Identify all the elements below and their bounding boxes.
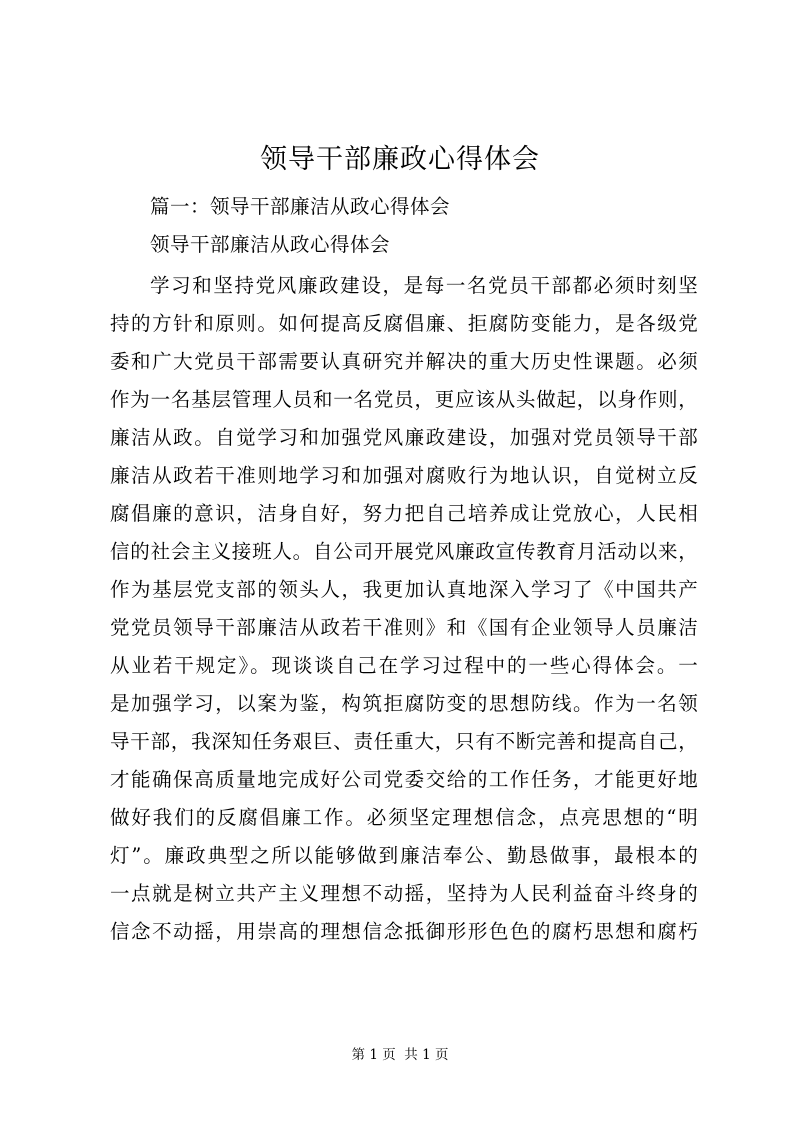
body-line: 廉洁从政若干准则地学习和加强对腐败行为地认识，自觉树立反	[110, 464, 698, 487]
body-line: 导干部，我深知任务艰巨、责任重大，只有不断完善和提高自己，	[110, 730, 698, 753]
body-line: 作为基层党支部的领头人，我更加认真地深入学习了《中国共产	[110, 578, 698, 601]
body-line: 是加强学习，以案为鉴，构筑拒腐防变的思想防线。作为一名领	[110, 692, 698, 715]
body-line: 学习和坚持党风廉政建设，是每一名党员干部都必须时刻坚	[150, 274, 698, 297]
body-paragraph	[110, 267, 698, 951]
body-line: 从业若干规定》。现谈谈自己在学习过程中的一些心得体会。一	[110, 654, 698, 677]
body-line: 一点就是树立共产主义理想不动摇，坚持为人民利益奋斗终身的	[110, 882, 698, 905]
body-line: 信的社会主义接班人。自公司开展党风廉政宣传教育月活动以来，	[110, 540, 698, 563]
body-line: 委和广大党员干部需要认真研究并解决的重大历史性课题。必须	[110, 350, 698, 373]
body-line: 廉洁从政。自觉学习和加强党风廉政建设，加强对党员领导干部	[110, 426, 698, 449]
body-line: 信念不动摇，用崇高的理想信念抵御形形色色的腐朽思想和腐朽	[110, 920, 698, 943]
page-footer: 第 1 页 共 1 页	[351, 1047, 449, 1063]
body-line: 灯”。廉政典型之所以能够做到廉洁奉公、勤恳做事，最根本的	[110, 844, 698, 867]
body-line: 党党员领导干部廉洁从政若干准则》和《国有企业领导人员廉洁	[110, 616, 698, 639]
body-line: 作为一名基层管理人员和一名党员，更应该从头做起，以身作则，	[110, 388, 698, 411]
body-line: 持的方针和原则。如何提高反腐倡廉、拒腐防变能力，是各级党	[110, 312, 698, 335]
subheading-chapter-one: 篇一：领导干部廉洁从政心得体会	[150, 195, 451, 218]
page-title: 领导干部廉政心得体会	[260, 144, 540, 175]
subheading-article-title: 领导干部廉洁从政心得体会	[150, 233, 391, 256]
body-line: 做好我们的反腐倡廉工作。必须坚定理想信念，点亮思想的“明	[110, 806, 698, 829]
body-line: 才能确保高质量地完成好公司党委交给的工作任务，才能更好地	[110, 768, 698, 791]
body-line: 腐倡廉的意识，洁身自好，努力把自己培养成让党放心，人民相	[110, 502, 698, 525]
